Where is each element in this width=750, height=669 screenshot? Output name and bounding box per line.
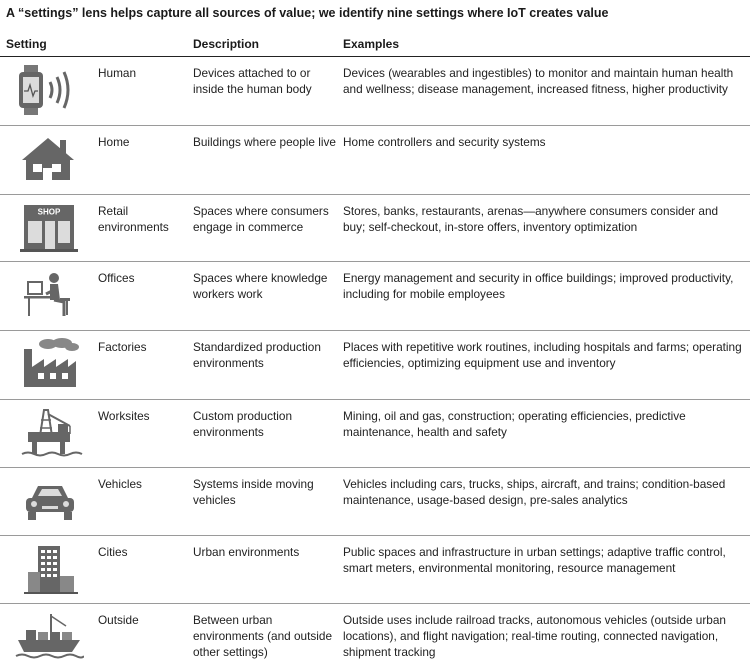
setting-examples: Places with repetitive work routines, including hospitals and farms; operating efficiencies, optimizing equipment use and inventory: [343, 340, 742, 370]
smartwatch-icon: [14, 63, 84, 117]
setting-description: Spaces where consumers engage in commerce: [193, 204, 329, 234]
setting-label: Factories: [98, 340, 147, 354]
setting-description: Buildings where people live: [193, 135, 336, 149]
factory-icon: [14, 337, 84, 391]
table-row: [0, 126, 750, 195]
office-worker-icon: [14, 268, 84, 322]
table-row: [0, 468, 750, 536]
setting-description: Urban environments: [193, 545, 300, 559]
setting-label: Cities: [98, 545, 128, 559]
shop-sign-text: SHOP: [37, 207, 61, 217]
setting-label: Retail environments: [98, 204, 169, 234]
table-row: [0, 604, 750, 669]
setting-label: Worksites: [98, 409, 150, 423]
setting-examples: Vehicles including cars, trucks, ships, aircraft, and trains; condition-based maintenance, usage-based design, pre-sales analytics: [343, 477, 726, 507]
city-buildings-icon: [14, 542, 84, 596]
setting-label: Human: [98, 66, 137, 80]
car-icon: [14, 474, 84, 528]
setting-examples: Outside uses include railroad tracks, autonomous vehicles (outside urban locations), and flight navigation; real-time routing, connected navigation, shipment tracking: [343, 613, 726, 659]
setting-label: Vehicles: [98, 477, 142, 491]
table-header: [0, 30, 750, 57]
setting-examples: Mining, oil and gas, construction; operating efficiencies, predictive maintenance, health and safety: [343, 409, 686, 439]
setting-label: Offices: [98, 271, 135, 285]
table-row: [0, 400, 750, 468]
header-examples: Examples: [343, 37, 400, 51]
setting-description: Between urban environments (and outside other settings): [193, 613, 333, 659]
cargo-ship-icon: [14, 610, 84, 664]
setting-examples: Stores, banks, restaurants, arenas—anywhere consumers consider and buy; self-checkout, in-store offers, inventory optimization: [343, 204, 719, 234]
setting-description: Systems inside moving vehicles: [193, 477, 314, 507]
setting-label: Home: [98, 135, 130, 149]
setting-description: Devices attached to or inside the human body: [193, 66, 312, 96]
setting-examples: Home controllers and security systems: [343, 135, 546, 149]
header-setting: Setting: [6, 37, 47, 51]
table-row: [0, 195, 750, 262]
setting-examples: Public spaces and infrastructure in urban settings; adaptive traffic control, smart meters, environmental monitoring, resource management: [343, 545, 726, 575]
setting-description: Spaces where knowledge workers work: [193, 271, 328, 301]
setting-examples: Devices (wearables and ingestibles) to monitor and maintain human health and wellness; disease management, increased fitness, higher productivity: [343, 66, 734, 96]
table-row: [0, 331, 750, 400]
setting-label: Outside: [98, 613, 139, 627]
table-row: [0, 262, 750, 331]
setting-examples: Energy management and security in office buildings; improved productivity, including for mobile employees: [343, 271, 734, 301]
page-title: A “settings” lens helps capture all sources of value; we identify nine settings where IoT creates value: [6, 6, 609, 20]
setting-description: Custom production environments: [193, 409, 293, 439]
setting-description: Standardized production environments: [193, 340, 321, 370]
table-row: [0, 57, 750, 126]
header-description: Description: [193, 37, 260, 51]
shop-icon: [14, 201, 84, 255]
house-icon: [14, 132, 84, 186]
oil-rig-icon: [14, 406, 84, 460]
table-row: [0, 536, 750, 604]
